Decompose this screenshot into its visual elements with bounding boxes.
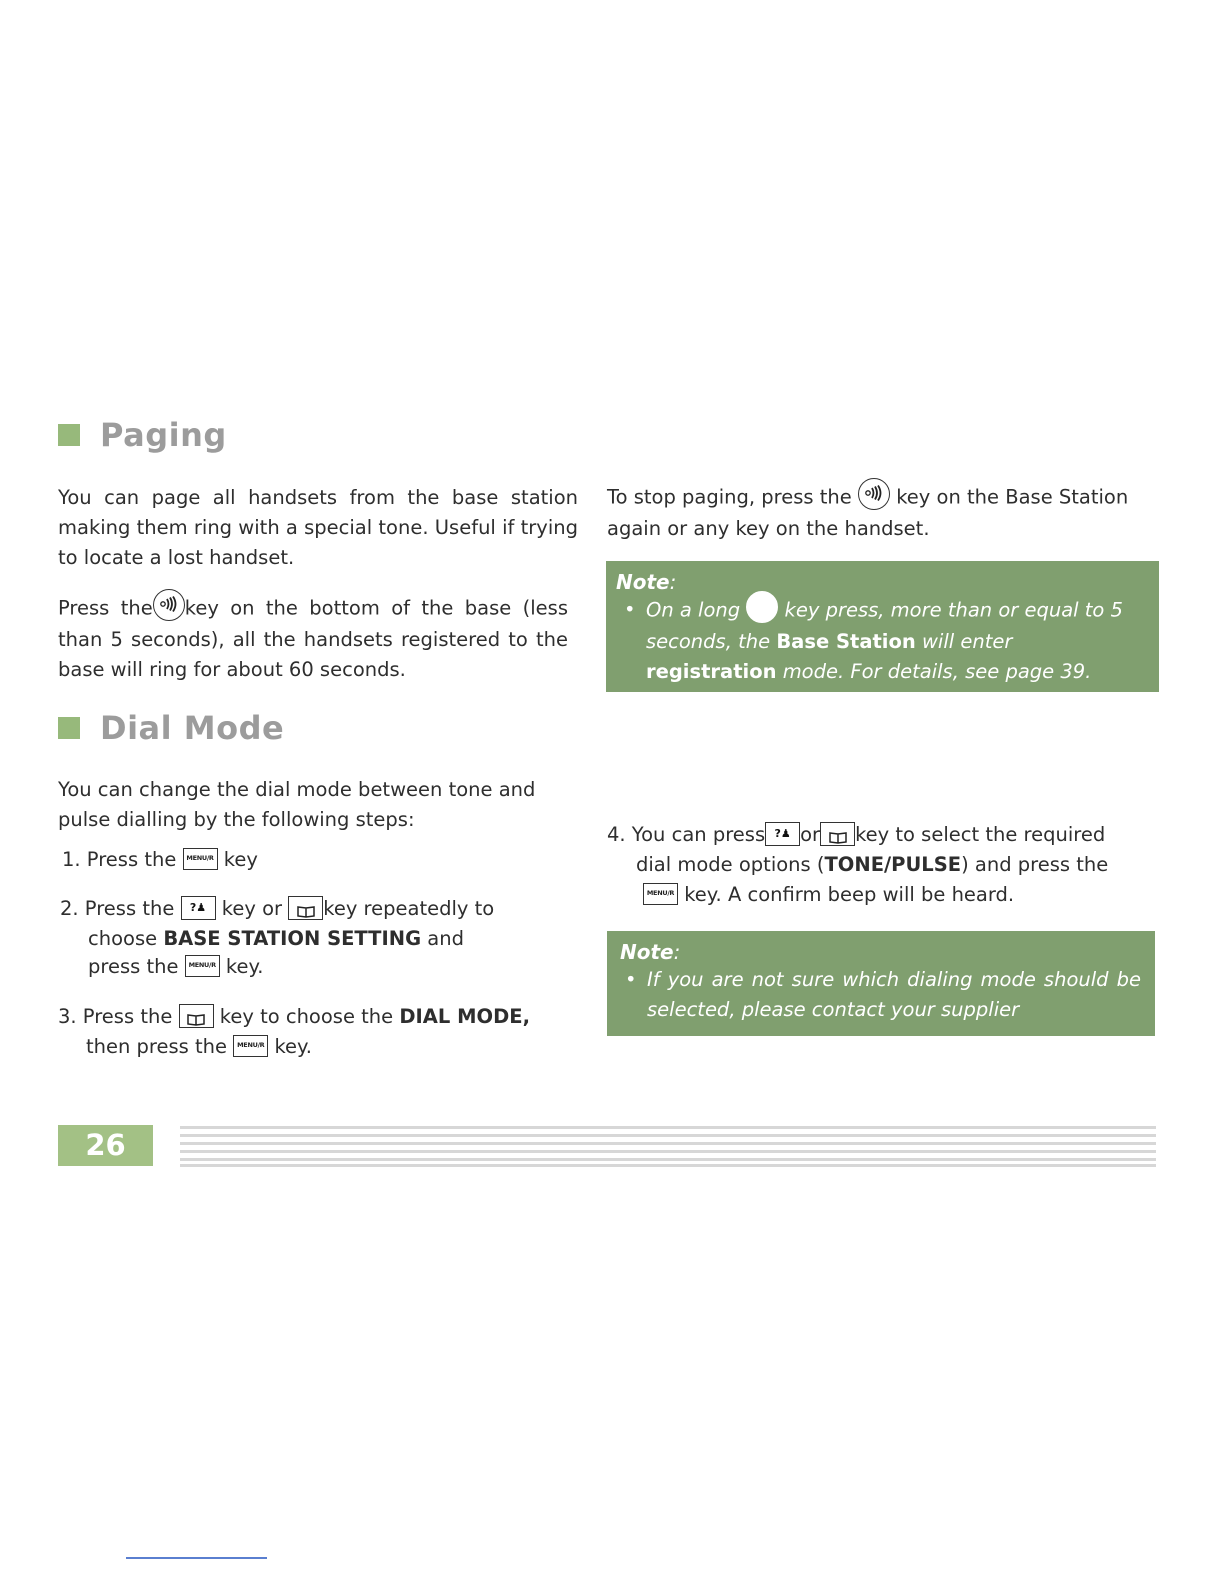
footer-rule: [180, 1134, 1156, 1137]
step-3: 3. Press the key to choose the DIAL MODE,: [58, 1005, 531, 1028]
heading-square-icon: [58, 424, 80, 446]
phonebook-key-icon: [179, 1004, 214, 1028]
step-4-line3: MENU/R key. A confirm beep will be heard.: [643, 880, 1014, 910]
step-4-line2: dial mode options (TONE/PULSE) and press the: [636, 853, 1109, 876]
footer-rule: [180, 1158, 1156, 1161]
step-3-line2: then press the MENU/R key.: [86, 1035, 313, 1058]
paging-note: Note: • On a long key press, more than or equal to 5 seconds, the Base Station will enter registration mode. For details, see page 39.: [606, 561, 1159, 692]
page-key-icon: [153, 589, 185, 621]
heading-square-icon: [58, 717, 80, 739]
caller-id-key-icon: ?♟: [181, 896, 216, 920]
phonebook-key-icon: [288, 896, 323, 920]
menu-key-icon: MENU/R: [233, 1035, 268, 1057]
stop-paging-text: To stop paging, press the key on the Base Station again or any key on the handset.: [607, 482, 1177, 544]
step-2: 2. Press the ?♟ key or key repeatedly to: [60, 897, 495, 920]
footer-rule: [180, 1142, 1156, 1145]
footer-rule: [180, 1126, 1156, 1129]
page-key-icon: [746, 591, 778, 623]
paging-intro: You can page all handsets from the base station making them ring with a special tone. Useful if trying to locate a lost handset.: [58, 486, 578, 569]
paging-title: Paging: [100, 416, 227, 454]
dial-mode-intro: You can change the dial mode between tone and pulse dialling by the following steps:: [58, 778, 536, 831]
step-4: 4. You can press ?♟ or key to select the required: [607, 823, 1106, 846]
footer-rule: [180, 1164, 1156, 1167]
page-number: 26: [58, 1125, 153, 1166]
step-2-line2: choose BASE STATION SETTING and: [88, 927, 464, 950]
dial-mode-title: Dial Mode: [100, 709, 285, 747]
dial-mode-note: Note: • If you are not sure which dialing mode should be selected, please contact your supplier: [607, 931, 1155, 1036]
menu-key-icon: MENU/R: [185, 955, 220, 977]
paging-heading: [58, 416, 227, 454]
step-1: 1. Press the MENU/R key: [62, 848, 258, 871]
paging-instructions: Press the key on the bottom of the base (less than 5 seconds), all the handsets registered to the base will ring for about 60 seconds.: [58, 593, 568, 685]
phonebook-key-icon: [820, 822, 855, 846]
footer-rule: [180, 1150, 1156, 1153]
page-key-icon: [858, 478, 890, 510]
step-2-line3: press the MENU/R key.: [88, 955, 264, 978]
caller-id-key-icon: ?♟: [765, 822, 800, 846]
bottom-line: [126, 1557, 267, 1559]
dial-mode-heading: [58, 709, 284, 747]
menu-key-icon: MENU/R: [183, 848, 218, 870]
menu-key-icon: MENU/R: [643, 883, 678, 905]
